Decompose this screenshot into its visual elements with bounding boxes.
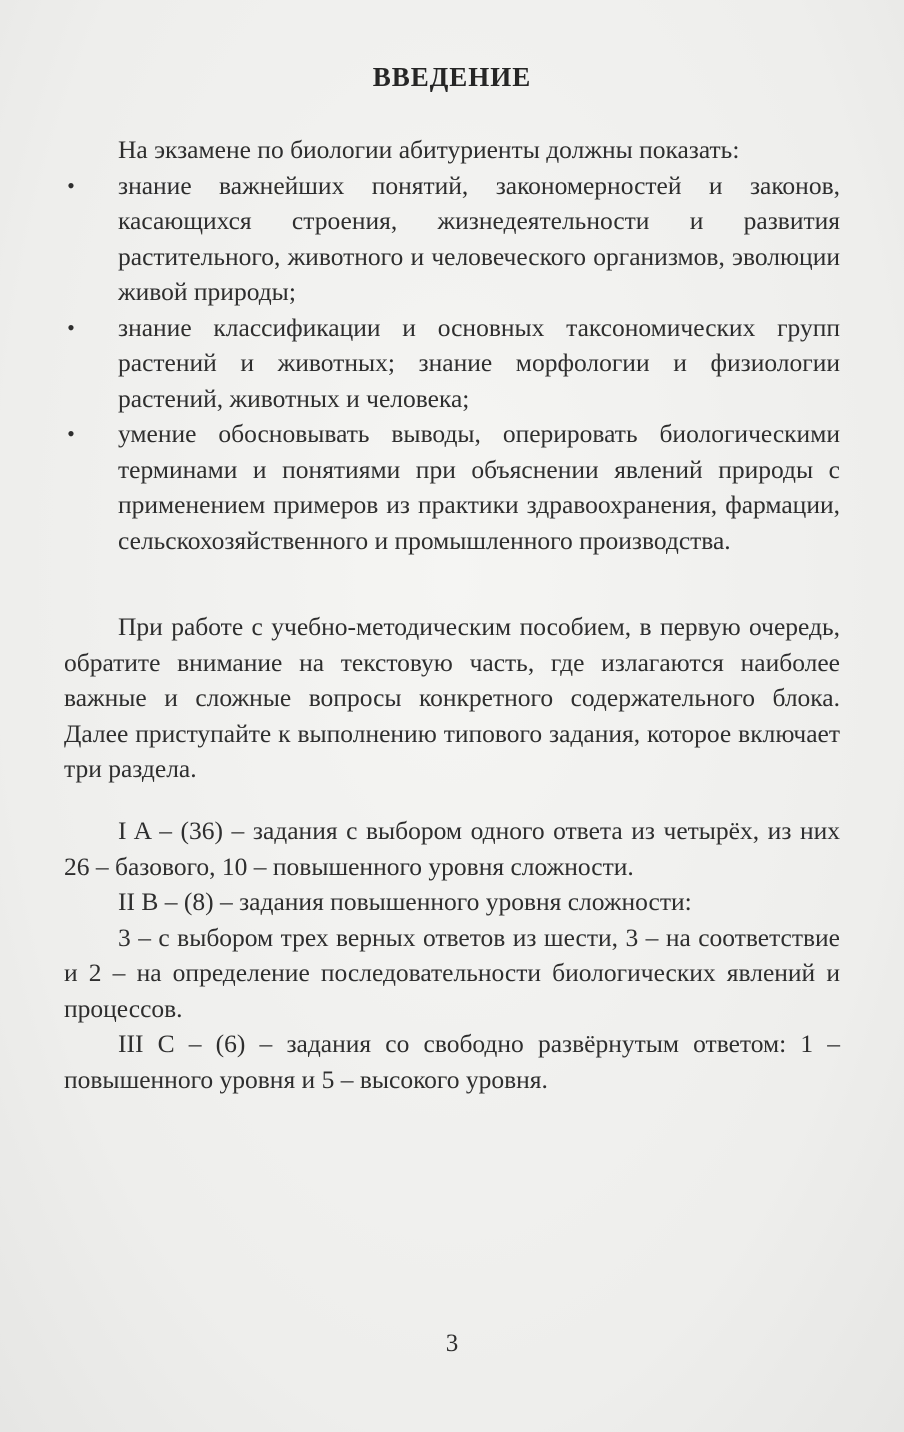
- list-item-text: знание важнейших понятий, закономерностей и законов, касающихся строения, жизнедеятельности и развития растительного, животного и человеческого организмов, эволюции живой природы;: [118, 170, 840, 306]
- method-section: [64, 609, 840, 787]
- list-item: [64, 310, 840, 417]
- bullet-icon: •: [67, 172, 75, 198]
- intro-paragraph: На экзамене по биологии абитуриенты должны показать:: [118, 135, 740, 164]
- bullet-icon: •: [67, 421, 75, 446]
- task-paragraph-part-c: III C – (6) – задания со свободно развёрнутым ответом: 1 – повышенного уровня и 5 – высокого уровня.: [64, 1029, 840, 1094]
- list-item-text: умение обосновывать выводы, оперировать биологическими терминами и понятиями при объяснении явлений природы с применением примеров из практики здравоохранения, фармации, сельскохозяйственного и промышленного производства.: [118, 419, 840, 555]
- task-paragraph-part-b: II B – (8) – задания повышенного уровня сложности:: [118, 887, 692, 916]
- requirements-list: [64, 168, 840, 559]
- task-paragraph-part-b-details: 3 – с выбором трех верных ответов из шести, 3 – на соответствие и 2 – на определение последовательности биологических явлений и процессов.: [64, 922, 840, 1023]
- bullet-icon: •: [67, 314, 75, 340]
- list-item: [64, 168, 840, 310]
- page-heading: ВВЕДЕНИЕ: [372, 62, 532, 92]
- task-paragraph-part-a: I A – (36) – задания с выбором одного ответа из четырёх, из них 26 – базового, 10 – повышенного уровня сложности.: [64, 816, 840, 881]
- tasks-section: [64, 813, 840, 1097]
- intro-section: [64, 132, 840, 558]
- list-item: [64, 416, 840, 558]
- method-paragraph: При работе с учебно-методическим пособием, в первую очередь, обратите внимание на текстовую часть, где излагаются наиболее важные и сложные вопросы конкретного содержательного блока. Далее приступайте к выполнению типового задания, которое включает три раздела.: [64, 612, 840, 783]
- list-item-text: знание классификации и основных таксономических групп растений и животных; знание морфологии и физиологии растений, животных и человека;: [118, 312, 840, 413]
- page-number: 3: [445, 1330, 459, 1357]
